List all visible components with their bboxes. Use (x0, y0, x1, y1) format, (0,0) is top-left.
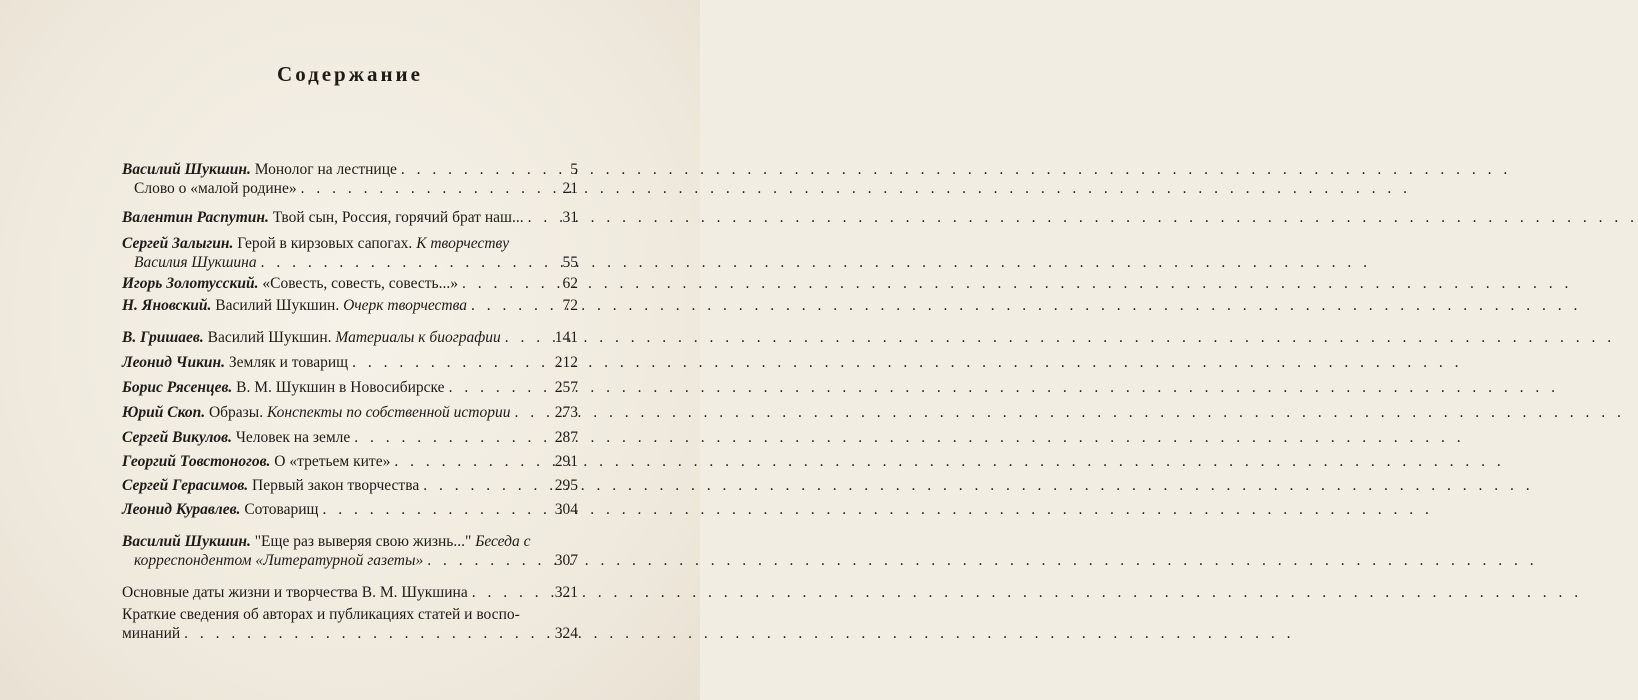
entry-title: В. М. Шукшин в Новосибирске (236, 379, 445, 396)
leader-dots (472, 583, 548, 602)
entry-page: 62 (562, 275, 578, 292)
leader-dots (471, 296, 548, 315)
toc-entry[interactable] (122, 532, 578, 570)
entry-page: 295 (554, 477, 578, 494)
entry-author: В. Гришаев. (122, 329, 204, 346)
entry-page: 21 (562, 180, 578, 197)
toc-entry[interactable] (122, 428, 578, 447)
toc-entry[interactable] (122, 605, 578, 643)
entry-title-cont: минаний (122, 625, 181, 642)
entry-author: Валентин Распутин. (122, 209, 269, 226)
entry-author: Леонид Куравлев. (122, 501, 241, 518)
leader-dots (427, 551, 548, 570)
entry-title: Первый закон творчества (252, 477, 420, 494)
leader-dots (301, 179, 548, 198)
entry-author: Юрий Скоп. (122, 404, 206, 421)
entry-author: Леонид Чикин. (122, 354, 226, 371)
toc-entry[interactable] (122, 208, 578, 227)
entry-title: Основные даты жизни и творчества В. М. Шукшина (122, 584, 468, 601)
leader-dots (462, 274, 548, 293)
entry-page: 324 (554, 625, 578, 642)
entry-subtitle: Беседа с (475, 533, 531, 550)
entry-subtitle: Очерк творчества (343, 297, 467, 314)
entry-title: «Совесть, совесть, совесть...» (262, 275, 458, 292)
leader-dots (515, 403, 549, 422)
entry-author: Георгий Товстоногов. (122, 453, 271, 470)
entry-title: Василий Шукшин. (207, 329, 332, 346)
leader-dots (423, 476, 548, 495)
toc-entry[interactable] (122, 476, 578, 495)
leader-dots (394, 452, 548, 471)
leader-dots (528, 208, 548, 227)
leader-dots (261, 253, 548, 272)
entry-title: Герой в кирзовых сапогах. (237, 235, 413, 252)
entry-page: 141 (554, 329, 578, 346)
toc-entry[interactable] (122, 234, 578, 272)
entry-page: 321 (554, 584, 578, 601)
entry-subtitle: К творчеству (416, 235, 510, 252)
entry-title: Монолог на лестнице (254, 161, 397, 178)
toc-entry[interactable] (122, 160, 578, 179)
entry-title: "Еще раз выверяя свою жизнь..." (254, 533, 472, 550)
entry-page: 257 (554, 379, 578, 396)
entry-page: 72 (562, 297, 578, 314)
leader-dots (323, 500, 549, 519)
entry-page: 307 (554, 552, 578, 569)
entry-title: О «третьем ките» (274, 453, 391, 470)
entry-title: Сотоварищ (244, 501, 319, 518)
entry-page: 287 (554, 429, 578, 446)
page-title: Содержание (277, 62, 423, 86)
entry-title: Твой сын, Россия, горячий брат наш... (272, 209, 524, 226)
entry-author: Сергей Залыгин. (122, 235, 234, 252)
toc-entry[interactable] (122, 378, 578, 397)
entry-subtitle: Конспекты по собственной истории (266, 404, 511, 421)
leader-dots (401, 160, 548, 179)
entry-title: Образы. (208, 404, 264, 421)
entry-page: 304 (554, 501, 578, 518)
toc-entry[interactable] (122, 500, 578, 519)
entry-author: Сергей Викулов. (122, 429, 232, 446)
entry-title: Краткие сведения об авторах и публикациях статей и воспо- (122, 606, 520, 623)
entry-page: 273 (554, 404, 578, 421)
entry-subtitle-cont: корреспондентом «Литературной газеты» (134, 552, 424, 569)
entry-page: 5 (570, 161, 578, 178)
leader-dots (449, 378, 548, 397)
toc-entry[interactable] (122, 274, 578, 293)
entry-page: 212 (554, 354, 578, 371)
toc-entry[interactable] (122, 296, 578, 315)
entry-author: Н. Яновский. (122, 297, 212, 314)
toc-entry[interactable] (122, 403, 578, 422)
toc-entry[interactable] (122, 583, 578, 602)
entry-title: Человек на земле (235, 429, 351, 446)
entry-author: Василий Шукшин. (122, 161, 251, 178)
entry-subtitle-cont: Василия Шукшина (134, 254, 257, 271)
entry-page: 291 (554, 453, 578, 470)
entry-author: Борис Рясенцев. (122, 379, 233, 396)
entry-author: Сергей Герасимов. (122, 477, 249, 494)
entry-author: Василий Шукшин. (122, 533, 251, 550)
entry-subtitle: Материалы к биографии (335, 329, 501, 346)
leader-dots (354, 428, 548, 447)
toc-entry[interactable] (122, 179, 578, 198)
entry-page: 31 (562, 209, 578, 226)
entry-page: 55 (562, 254, 578, 271)
entry-author: Игорь Золотусский. (122, 275, 259, 292)
toc-entry[interactable] (122, 353, 578, 372)
book-page (0, 0, 700, 700)
toc-entry[interactable] (122, 452, 578, 471)
leader-dots (184, 624, 548, 643)
toc-entry[interactable] (122, 328, 578, 347)
entry-title: Василий Шукшин. (215, 297, 340, 314)
entry-title: Слово о «малой родине» (134, 180, 297, 197)
leader-dots (352, 353, 548, 372)
entry-title: Земляк и товарищ (228, 354, 349, 371)
leader-dots (505, 328, 548, 347)
